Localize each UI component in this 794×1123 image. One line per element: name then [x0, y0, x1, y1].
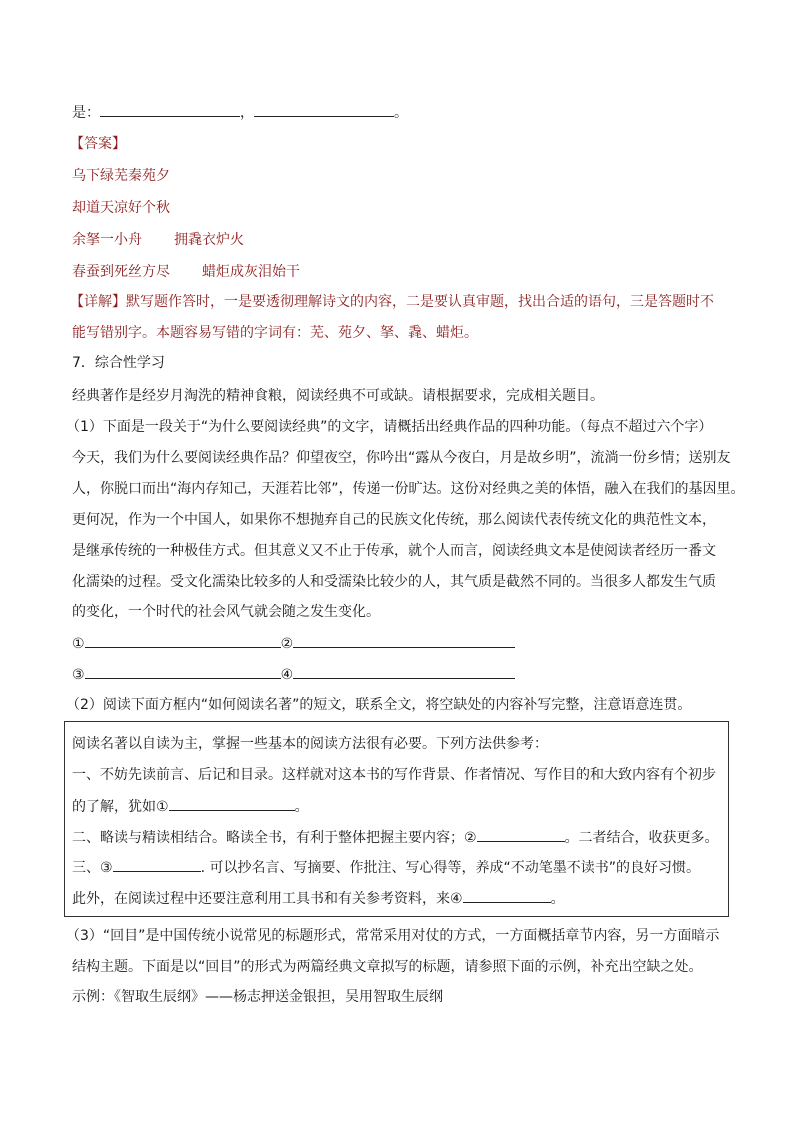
passage-line: 化濡染的过程。受文化濡染比较多的人和受濡染比较少的人，其气质是截然不同的。当很多人都发生气质: [72, 574, 716, 590]
answer-line: [72, 166, 170, 186]
answer-line: [72, 262, 300, 282]
q7-sub3-line-2: 结构主题。下面是以“回目”的形式为两篇经典文章拟写的标题，请参照下面的示例，补充出空缺之处。: [72, 959, 703, 975]
answer-part-a: 乌下绿芜秦苑夕: [72, 168, 170, 184]
q7-heading: 7．综合性学习: [72, 355, 165, 371]
answer-part-a: 却道天凉好个秋: [72, 200, 170, 216]
box-blank-4[interactable]: [463, 888, 551, 903]
passage-line: 今天，我们为什么要阅读经典作品？仰望夜空，你吟出“露从今夜白，月是故乡明”，流淌一份乡情；送别友: [72, 450, 731, 466]
reading-method-box: [64, 721, 729, 917]
blank-row-2: [72, 664, 515, 685]
mark-4: ④: [280, 667, 294, 683]
answer-part-a: 余拏一小舟: [72, 232, 142, 248]
q7-sub1: （1）下面是一段关于“为什么要阅读经典”的文字，请概括出经典作品的四种功能。（每点不超过六个字）: [66, 419, 713, 435]
passage-line: 人，你脱口而出“海内存知己，天涯若比邻”，传递一份旷达。这份对经典之美的体悟，融入在我们的基因里。: [72, 481, 745, 497]
detail-line-2: 能写错别字。本题容易写错的字词有：芜、苑夕、拏、毳、蜡炬。: [72, 325, 478, 341]
box-line-4-text: 二、略读与精读相结合。略读全书，有利于整体把握主要内容；②: [72, 830, 477, 846]
box-blank-2[interactable]: [477, 827, 565, 842]
q7-example: 示例：《智取生辰纲》——杨志押送金银担，吴用智取生辰纲: [72, 989, 443, 1005]
fill-end: 。: [394, 105, 408, 121]
box-line-5: [72, 857, 700, 878]
answer-part-b: 蜡炬成灰泪始干: [202, 264, 300, 280]
answer-part-a: 春蚕到死丝方尽: [72, 264, 170, 280]
blank-3[interactable]: [85, 664, 281, 679]
box-line-3-end: 。: [294, 799, 309, 815]
box-line-6-text: 此外，在阅读过程中还要注意利用工具书和有关参考资料，来④: [72, 891, 463, 907]
detail-text-1: 默写题作答时，一是要透彻理解诗文的内容，二是要认真审题，找出合适的语句，三是答题时不: [126, 294, 714, 310]
box-line-4: [72, 827, 719, 848]
blank-line[interactable]: [254, 102, 394, 117]
box-line-5-end: . 可以抄名言、写摘要、作批注、写心得等，养成“不动笔墨不读书”的良好习惯。: [200, 860, 700, 876]
blank-2[interactable]: [293, 633, 515, 648]
q7-sub3-line-1: （3）“回目”是中国传统小说常见的标题形式，常常采用对仗的方式，一方面概括章节内容，另一方面暗示: [66, 928, 720, 944]
answer-tag: 【答案】: [70, 136, 126, 152]
box-line-1: 阅读名著以自读为主，掌握一些基本的阅读方法很有必要。下列方法供参考：: [72, 736, 548, 752]
box-line-5-text: 三、③: [72, 860, 113, 876]
box-blank-3[interactable]: [113, 857, 201, 872]
box-line-6: [72, 888, 565, 909]
fill-comma: ，: [240, 105, 254, 121]
fill-line: [72, 102, 408, 123]
blank-row-1: [72, 633, 515, 654]
answer-line: [72, 198, 170, 218]
box-line-3: [72, 796, 309, 817]
mark-3: ③: [72, 667, 85, 683]
mark-2: ②: [280, 636, 294, 652]
fill-prefix: 是：: [72, 105, 100, 121]
passage-line: 是继承传统的一种极佳方式。但其意义又不止于传承，就个人而言，阅读经典文本是使阅读者经历一番文: [72, 543, 716, 559]
blank-line[interactable]: [100, 102, 240, 117]
box-blank-1[interactable]: [169, 796, 295, 811]
detail-line-1: [70, 292, 714, 312]
answer-part-b: 拥毳衣炉火: [174, 232, 244, 248]
box-line-4-end: 。二者结合，收获更多。: [564, 830, 719, 846]
q7-sub2: （2）阅读下面方框内“如何阅读名著”的短文，联系全文，将空缺处的内容补写完整，注意语意连贯。: [66, 697, 692, 713]
box-line-6-end: 。: [550, 891, 565, 907]
box-line-2: 一、不妨先读前言、后记和目录。这样就对这本书的写作背景、作者情况、写作目的和大致内容有个初步: [72, 767, 716, 783]
blank-1[interactable]: [85, 633, 281, 648]
answer-line: [72, 230, 244, 250]
q7-intro: 经典著作是经岁月淘洗的精神食粮，阅读经典不可或缺。请根据要求，完成相关题目。: [72, 388, 604, 404]
passage-line: 更何况，作为一个中国人，如果你不想抛弃自己的民族文化传统，那么阅读代表传统文化的典范性文本，: [72, 512, 716, 528]
mark-1: ①: [72, 636, 85, 652]
box-line-3-text: 的了解，犹如①: [72, 799, 169, 815]
detail-tag: 【详解】: [70, 294, 126, 310]
passage-line: 的变化，一个时代的社会风气就会随之发生变化。: [72, 604, 380, 620]
blank-4[interactable]: [293, 664, 515, 679]
